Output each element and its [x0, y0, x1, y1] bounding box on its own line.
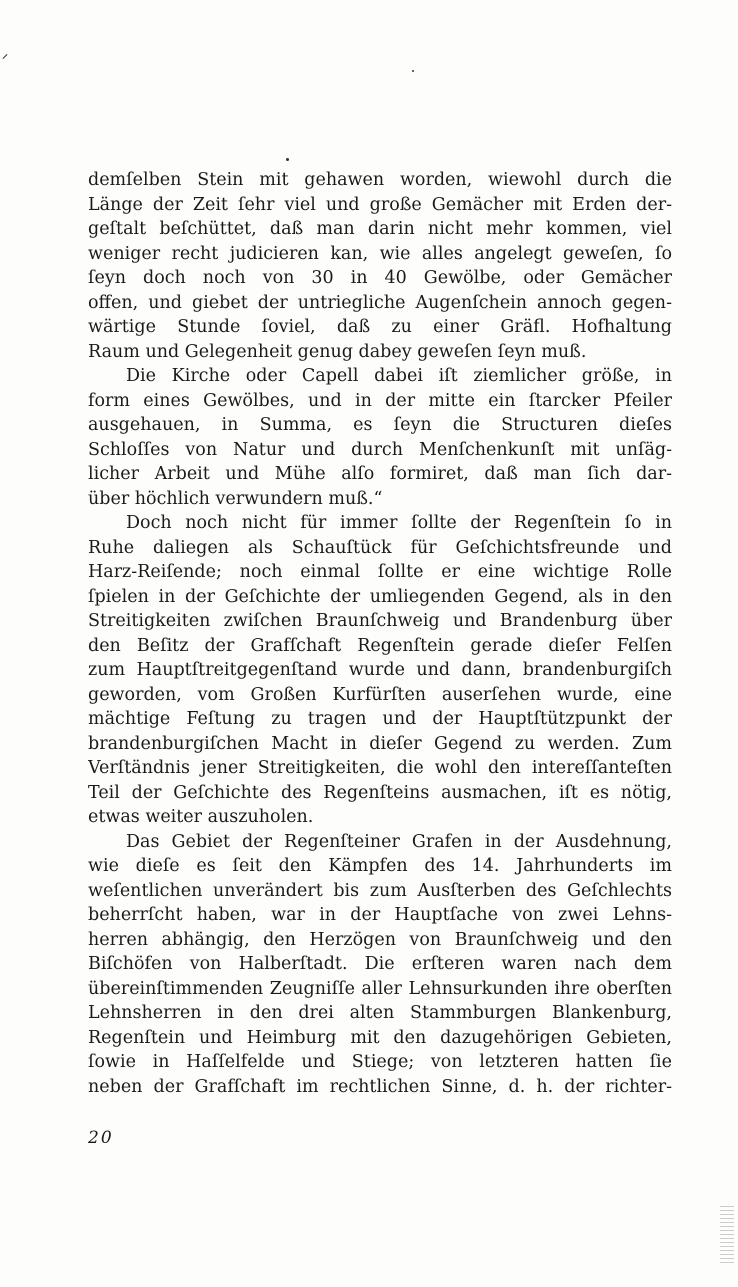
text-line: brandenburgiſchen Macht in dieſer Gegend zu werden. Zum [88, 733, 672, 754]
text-line: Biſchöfen von Halberſtadt. Die erſteren waren nach dem [88, 954, 672, 974]
text-line: wärtige Stunde ſoviel, daß zu einer Gräfl. Hofhaltung [88, 317, 672, 337]
edge-mark [3, 54, 8, 59]
text-line: Doch noch nicht für immer ſollte der Regenſtein ſo in [126, 513, 672, 533]
text-line: mächtige Feſtung zu tragen und der Hauptſtützpunkt der [88, 709, 672, 729]
text-line: Teil der Geſchichte des Regenſteins ausmachen, iſt es nötig, [88, 782, 672, 803]
text-line: Streitigkeiten zwiſchen Braunſchweig und Brandenburg über [88, 611, 672, 631]
text-line: form eines Gewölbes, und in der mitte ein ſtarcker Pfeiler [88, 390, 672, 411]
text-line: ſeyn doch noch von 30 in 40 Gewölbe, oder Gemächer [88, 268, 672, 288]
text-line: zum Hauptſtreitgegenſtand wurde und dann, brandenburgiſch [88, 660, 672, 680]
text-line: Ruhe daliegen als Schauſtück für Geſchichtsfreunde und [88, 537, 672, 558]
page-number: 20 [88, 1128, 114, 1148]
text-line: Länge der Zeit ſehr viel und große Gemächer mit Erden der- [88, 194, 672, 215]
text-line: geworden, vom Großen Kurfürſten auserſehen wurde, eine [88, 684, 672, 705]
text-line: Regenſtein und Heimburg mit den dazugehörigen Gebieten, [88, 1027, 672, 1048]
text-line: demſelben Stein mit gehawen worden, wiewohl durch die [88, 170, 672, 190]
text-line: geſtalt beſchüttet, daß man darin nicht mehr kommen, viel [88, 219, 672, 239]
text-line: etwas weiter auszuholen. [88, 807, 314, 827]
text-line: Die Kirche oder Capell dabei iſt ziemlicher größe, in [126, 366, 672, 386]
text-line: weſentlichen unverändert bis zum Ausſterben des Geſchlechts [88, 880, 672, 901]
text-line: den Beſitz der Grafſchaft Regenſtein gerade dieſer Felſen [88, 635, 672, 656]
ink-speck [412, 70, 414, 72]
text-line: licher Arbeit und Mühe alſo formiret, daß man ſich dar- [88, 464, 672, 484]
text-line: über höchlich verwundern muß.“ [88, 488, 383, 509]
text-line: ausgehauen, in Summa, es ſeyn die Structuren dieſes [88, 415, 672, 435]
text-line: Schloſſes von Natur und durch Menſchenkunſt mit unſäg- [88, 439, 672, 460]
text-line: Lehnsherren in den drei alten Stammburgen Blankenburg, [88, 1003, 672, 1023]
ink-speck [286, 158, 289, 161]
text-line: beherrſcht haben, war in der Hauptſache von zwei Lehns- [88, 905, 672, 925]
text-line: Raum und Gelegenheit genug dabey geweſen ſeyn muß. [88, 341, 587, 362]
text-line: Harz-Reiſende; noch einmal ſollte er eine wichtige Rolle [88, 562, 672, 582]
text-line: herren abhängig, den Herzögen von Braunſchweig und den [88, 929, 672, 950]
text-line: übereinſtimmenden Zeugniſſe aller Lehnsurkunden ihre oberſten [88, 978, 672, 999]
text-line: Verſtändnis jener Streitigkeiten, die wohl den intereſſanteſten [88, 758, 672, 778]
text-line: Das Gebiet der Regenſteiner Grafen in der Ausdehnung, [126, 831, 672, 852]
scan-noise [720, 1203, 734, 1263]
text-line: ſowie in Haſſelfelde und Stiege; von letzteren hatten ſie [88, 1052, 672, 1072]
text-line: weniger recht judicieren kan, wie alles angelegt geweſen, ſo [88, 243, 672, 264]
text-line: neben der Grafſchaft im rechtlichen Sinne, d. h. der richter- [88, 1076, 672, 1097]
text-line: wie dieſe es ſeit den Kämpfen des 14. Jahrhunderts im [88, 856, 672, 876]
body-text [88, 168, 672, 1099]
text-line: offen, und giebet der untriegliche Augenſchein annoch gegen- [88, 292, 672, 313]
text-line: ſpielen in der Geſchichte der umliegenden Gegend, als in den [88, 586, 672, 607]
